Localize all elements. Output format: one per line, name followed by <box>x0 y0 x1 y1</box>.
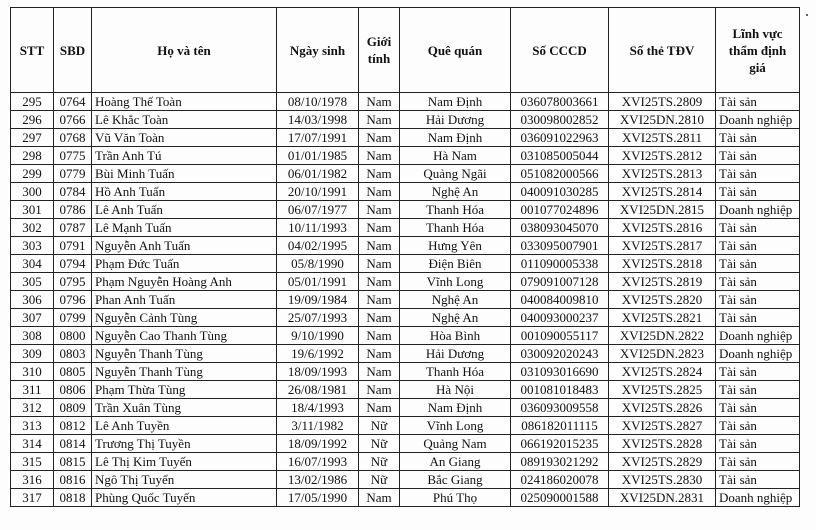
cell-sbd: 0764 <box>54 93 92 111</box>
cell-dob: 19/09/1984 <box>277 291 359 309</box>
cell-gender: Nam <box>359 201 400 219</box>
header-dob: Ngày sinh <box>277 8 359 93</box>
table-header-row <box>11 8 800 93</box>
cell-stt: 298 <box>11 147 54 165</box>
cell-field: Tài sản <box>716 183 800 201</box>
cell-field: Tài sản <box>716 453 800 471</box>
cell-name: Phùng Quốc Tuyến <box>92 489 277 507</box>
cell-gender: Nam <box>359 165 400 183</box>
cell-field: Doanh nghiệp <box>716 201 800 219</box>
cell-hometown: Hưng Yên <box>400 237 511 255</box>
cell-sbd: 0794 <box>54 255 92 273</box>
cell-cccd: 001081018483 <box>511 381 609 399</box>
header-gender-line2: tính <box>367 51 391 66</box>
cell-field: Tài sản <box>716 147 800 165</box>
cell-gender: Nữ <box>359 471 400 489</box>
cell-sbd: 0791 <box>54 237 92 255</box>
cell-cccd: 031093016690 <box>511 363 609 381</box>
cell-field: Tài sản <box>716 471 800 489</box>
table-body <box>11 93 800 507</box>
cell-stt: 315 <box>11 453 54 471</box>
cell-name: Vũ Văn Toàn <box>92 129 277 147</box>
cell-stt: 295 <box>11 93 54 111</box>
cell-dob: 13/02/1986 <box>277 471 359 489</box>
cell-stt: 308 <box>11 327 54 345</box>
cell-name: Nguyễn Cao Thanh Tùng <box>92 327 277 345</box>
cell-stt: 312 <box>11 399 54 417</box>
cell-hometown: Nam Định <box>400 399 511 417</box>
cell-cccd: 011090005338 <box>511 255 609 273</box>
cell-card: XVI25DN.2815 <box>609 201 716 219</box>
cell-dob: 18/09/1993 <box>277 363 359 381</box>
cell-name: Ngô Thị Tuyến <box>92 471 277 489</box>
cell-field: Tài sản <box>716 291 800 309</box>
cell-sbd: 0806 <box>54 381 92 399</box>
cell-field: Tài sản <box>716 237 800 255</box>
cell-field: Tài sản <box>716 399 800 417</box>
cell-field: Tài sản <box>716 417 800 435</box>
header-card: Số thẻ TĐV <box>609 8 716 93</box>
cell-card: XVI25TS.2820 <box>609 291 716 309</box>
cell-cccd: 040084009810 <box>511 291 609 309</box>
cell-hometown: Nam Định <box>400 129 511 147</box>
cell-stt: 296 <box>11 111 54 129</box>
cell-field: Tài sản <box>716 273 800 291</box>
header-field-line1: Lĩnh vực <box>732 25 783 41</box>
cell-card: XVI25TS.2809 <box>609 93 716 111</box>
cell-card: XVI25TS.2813 <box>609 165 716 183</box>
cell-sbd: 0815 <box>54 453 92 471</box>
cell-gender: Nam <box>359 345 400 363</box>
cell-gender: Nam <box>359 255 400 273</box>
cell-cccd: 001090055117 <box>511 327 609 345</box>
cell-sbd: 0768 <box>54 129 92 147</box>
cell-name: Nguyễn Anh Tuấn <box>92 237 277 255</box>
cell-gender: Nam <box>359 273 400 291</box>
cell-gender: Nam <box>359 129 400 147</box>
cell-dob: 08/10/1978 <box>277 93 359 111</box>
cell-name: Phạm Đức Tuấn <box>92 255 277 273</box>
cell-name: Lê Khắc Toàn <box>92 111 277 129</box>
cell-cccd: 036091022963 <box>511 129 609 147</box>
cell-hometown: Hải Dương <box>400 345 511 363</box>
cell-stt: 305 <box>11 273 54 291</box>
cell-field: Tài sản <box>716 165 800 183</box>
cell-field: Tài sản <box>716 93 800 111</box>
cell-dob: 01/01/1985 <box>277 147 359 165</box>
cell-sbd: 0812 <box>54 417 92 435</box>
cell-name: Hoàng Thế Toàn <box>92 93 277 111</box>
cell-gender: Nữ <box>359 435 400 453</box>
header-gender-line1: Giới <box>366 34 392 49</box>
cell-dob: 17/05/1990 <box>277 489 359 507</box>
cell-dob: 19/6/1992 <box>277 345 359 363</box>
cell-gender: Nam <box>359 93 400 111</box>
table-row <box>11 327 800 345</box>
cell-sbd: 0786 <box>54 201 92 219</box>
table-row <box>11 129 800 147</box>
cell-name: Hồ Anh Tuấn <box>92 183 277 201</box>
table-row <box>11 435 800 453</box>
cell-hometown: Nam Định <box>400 93 511 111</box>
cell-name: Trần Anh Tú <box>92 147 277 165</box>
cell-dob: 04/02/1995 <box>277 237 359 255</box>
cell-cccd: 031085005044 <box>511 147 609 165</box>
cell-name: Phan Anh Tuấn <box>92 291 277 309</box>
cell-cccd: 089193021292 <box>511 453 609 471</box>
cell-cccd: 086182011115 <box>511 417 609 435</box>
cell-cccd: 030092020243 <box>511 345 609 363</box>
cell-stt: 317 <box>11 489 54 507</box>
cell-stt: 300 <box>11 183 54 201</box>
cell-cccd: 025090001588 <box>511 489 609 507</box>
cell-name: Bùi Minh Tuấn <box>92 165 277 183</box>
table-row <box>11 291 800 309</box>
table-row <box>11 273 800 291</box>
cell-name: Phạm Thừa Tùng <box>92 381 277 399</box>
cell-gender: Nam <box>359 111 400 129</box>
cell-hometown: An Giang <box>400 453 511 471</box>
cell-stt: 310 <box>11 363 54 381</box>
cell-cccd: 040091030285 <box>511 183 609 201</box>
table-row <box>11 147 800 165</box>
cell-name: Lê Anh Tuyền <box>92 417 277 435</box>
cell-card: XVI25TS.2816 <box>609 219 716 237</box>
cell-stt: 311 <box>11 381 54 399</box>
cell-sbd: 0803 <box>54 345 92 363</box>
cell-stt: 297 <box>11 129 54 147</box>
cell-field: Tài sản <box>716 219 800 237</box>
table-row <box>11 345 800 363</box>
cell-hometown: Thanh Hóa <box>400 363 511 381</box>
cell-cccd: 033095007901 <box>511 237 609 255</box>
cell-hometown: Quảng Ngãi <box>400 165 511 183</box>
cell-stt: 301 <box>11 201 54 219</box>
cell-hometown: Hà Nam <box>400 147 511 165</box>
cell-name: Nguyễn Thanh Tùng <box>92 363 277 381</box>
cell-sbd: 0799 <box>54 309 92 327</box>
cell-stt: 299 <box>11 165 54 183</box>
cell-sbd: 0805 <box>54 363 92 381</box>
cell-dob: 16/07/1993 <box>277 453 359 471</box>
cell-field: Doanh nghiệp <box>716 489 800 507</box>
cell-sbd: 0775 <box>54 147 92 165</box>
cell-gender: Nam <box>359 147 400 165</box>
cell-stt: 309 <box>11 345 54 363</box>
table-row <box>11 219 800 237</box>
cell-card: XVI25DN.2822 <box>609 327 716 345</box>
cell-card: XVI25TS.2814 <box>609 183 716 201</box>
cell-card: XVI25DN.2810 <box>609 111 716 129</box>
cell-cccd: 001077024896 <box>511 201 609 219</box>
cell-gender: Nam <box>359 183 400 201</box>
table-row <box>11 417 800 435</box>
cell-gender: Nam <box>359 489 400 507</box>
header-stt: STT <box>11 8 54 93</box>
table-row <box>11 201 800 219</box>
cell-stt: 303 <box>11 237 54 255</box>
cell-field: Tài sản <box>716 435 800 453</box>
cell-dob: 17/07/1991 <box>277 129 359 147</box>
cell-card: XVI25TS.2817 <box>609 237 716 255</box>
candidate-table <box>10 7 800 507</box>
scan-speck <box>806 14 808 16</box>
cell-sbd: 0766 <box>54 111 92 129</box>
table-row <box>11 255 800 273</box>
cell-sbd: 0795 <box>54 273 92 291</box>
cell-card: XVI25TS.2828 <box>609 435 716 453</box>
cell-dob: 06/01/1982 <box>277 165 359 183</box>
header-cccd: Số CCCD <box>511 8 609 93</box>
cell-sbd: 0796 <box>54 291 92 309</box>
cell-sbd: 0809 <box>54 399 92 417</box>
table-row <box>11 237 800 255</box>
cell-cccd: 079091007128 <box>511 273 609 291</box>
cell-name: Phạm Nguyễn Hoàng Anh <box>92 273 277 291</box>
table-row <box>11 399 800 417</box>
cell-card: XVI25TS.2830 <box>609 471 716 489</box>
header-gender <box>359 8 400 93</box>
cell-field: Doanh nghiệp <box>716 111 800 129</box>
cell-card: XVI25TS.2826 <box>609 399 716 417</box>
cell-gender: Nam <box>359 363 400 381</box>
cell-dob: 9/10/1990 <box>277 327 359 345</box>
header-name: Họ và tên <box>92 8 277 93</box>
cell-hometown: Hà Nội <box>400 381 511 399</box>
cell-name: Lê Anh Tuấn <box>92 201 277 219</box>
cell-dob: 06/07/1977 <box>277 201 359 219</box>
cell-hometown: Vĩnh Long <box>400 273 511 291</box>
table-row <box>11 381 800 399</box>
cell-sbd: 0814 <box>54 435 92 453</box>
cell-hometown: Nghệ An <box>400 291 511 309</box>
cell-card: XVI25TS.2824 <box>609 363 716 381</box>
cell-cccd: 040093000237 <box>511 309 609 327</box>
table-row <box>11 183 800 201</box>
cell-sbd: 0800 <box>54 327 92 345</box>
table-row <box>11 111 800 129</box>
cell-hometown: Vĩnh Long <box>400 417 511 435</box>
cell-cccd: 066192015235 <box>511 435 609 453</box>
cell-cccd: 051082000566 <box>511 165 609 183</box>
cell-dob: 05/8/1990 <box>277 255 359 273</box>
cell-stt: 307 <box>11 309 54 327</box>
cell-cccd: 038093045070 <box>511 219 609 237</box>
cell-field: Tài sản <box>716 381 800 399</box>
header-hometown: Quê quán <box>400 8 511 93</box>
cell-stt: 313 <box>11 417 54 435</box>
cell-card: XVI25TS.2812 <box>609 147 716 165</box>
table-row <box>11 489 800 507</box>
cell-sbd: 0818 <box>54 489 92 507</box>
cell-dob: 18/09/1992 <box>277 435 359 453</box>
table-row <box>11 165 800 183</box>
cell-stt: 304 <box>11 255 54 273</box>
cell-sbd: 0779 <box>54 165 92 183</box>
cell-name: Lê Mạnh Tuấn <box>92 219 277 237</box>
cell-card: XVI25TS.2827 <box>609 417 716 435</box>
cell-dob: 14/03/1998 <box>277 111 359 129</box>
cell-stt: 316 <box>11 471 54 489</box>
cell-hometown: Hòa Bình <box>400 327 511 345</box>
cell-hometown: Bắc Giang <box>400 471 511 489</box>
cell-card: XVI25TS.2825 <box>609 381 716 399</box>
cell-dob: 05/01/1991 <box>277 273 359 291</box>
cell-field: Tài sản <box>716 309 800 327</box>
cell-stt: 302 <box>11 219 54 237</box>
cell-hometown: Hải Dương <box>400 111 511 129</box>
header-field-line2: thẩm định giá <box>728 42 787 75</box>
cell-card: XVI25TS.2821 <box>609 309 716 327</box>
cell-sbd: 0784 <box>54 183 92 201</box>
cell-hometown: Thanh Hóa <box>400 219 511 237</box>
cell-hometown: Phú Thọ <box>400 489 511 507</box>
cell-gender: Nam <box>359 291 400 309</box>
cell-name: Trương Thị Tuyền <box>92 435 277 453</box>
cell-dob: 20/10/1991 <box>277 183 359 201</box>
cell-hometown: Thanh Hóa <box>400 201 511 219</box>
table-row <box>11 471 800 489</box>
table-row <box>11 363 800 381</box>
cell-field: Doanh nghiệp <box>716 345 800 363</box>
header-sbd: SBD <box>54 8 92 93</box>
header-field <box>716 8 800 93</box>
cell-gender: Nữ <box>359 417 400 435</box>
cell-dob: 26/08/1981 <box>277 381 359 399</box>
cell-dob: 10/11/1993 <box>277 219 359 237</box>
cell-gender: Nam <box>359 327 400 345</box>
cell-hometown: Điện Biên <box>400 255 511 273</box>
cell-sbd: 0787 <box>54 219 92 237</box>
cell-cccd: 030098002852 <box>511 111 609 129</box>
cell-cccd: 036078003661 <box>511 93 609 111</box>
cell-card: XVI25TS.2818 <box>609 255 716 273</box>
cell-gender: Nữ <box>359 453 400 471</box>
cell-cccd: 036093009558 <box>511 399 609 417</box>
cell-sbd: 0816 <box>54 471 92 489</box>
cell-stt: 314 <box>11 435 54 453</box>
cell-hometown: Quảng Nam <box>400 435 511 453</box>
cell-gender: Nam <box>359 381 400 399</box>
cell-name: Lê Thị Kim Tuyến <box>92 453 277 471</box>
cell-stt: 306 <box>11 291 54 309</box>
table-row <box>11 453 800 471</box>
cell-dob: 3/11/1982 <box>277 417 359 435</box>
cell-hometown: Nghệ An <box>400 309 511 327</box>
cell-name: Trần Xuân Tùng <box>92 399 277 417</box>
cell-gender: Nam <box>359 399 400 417</box>
cell-cccd: 024186020078 <box>511 471 609 489</box>
cell-card: XVI25DN.2823 <box>609 345 716 363</box>
cell-dob: 18/4/1993 <box>277 399 359 417</box>
cell-gender: Nam <box>359 237 400 255</box>
cell-field: Tài sản <box>716 255 800 273</box>
cell-name: Nguyễn Thanh Tùng <box>92 345 277 363</box>
cell-hometown: Nghệ An <box>400 183 511 201</box>
cell-gender: Nam <box>359 219 400 237</box>
table-row <box>11 309 800 327</box>
cell-field: Tài sản <box>716 363 800 381</box>
cell-card: XVI25TS.2829 <box>609 453 716 471</box>
cell-gender: Nam <box>359 309 400 327</box>
cell-field: Tài sản <box>716 129 800 147</box>
cell-card: XVI25TS.2811 <box>609 129 716 147</box>
table-row <box>11 93 800 111</box>
cell-field: Doanh nghiệp <box>716 327 800 345</box>
cell-card: XVI25TS.2819 <box>609 273 716 291</box>
cell-card: XVI25DN.2831 <box>609 489 716 507</box>
cell-dob: 25/07/1993 <box>277 309 359 327</box>
cell-name: Nguyễn Cảnh Tùng <box>92 309 277 327</box>
